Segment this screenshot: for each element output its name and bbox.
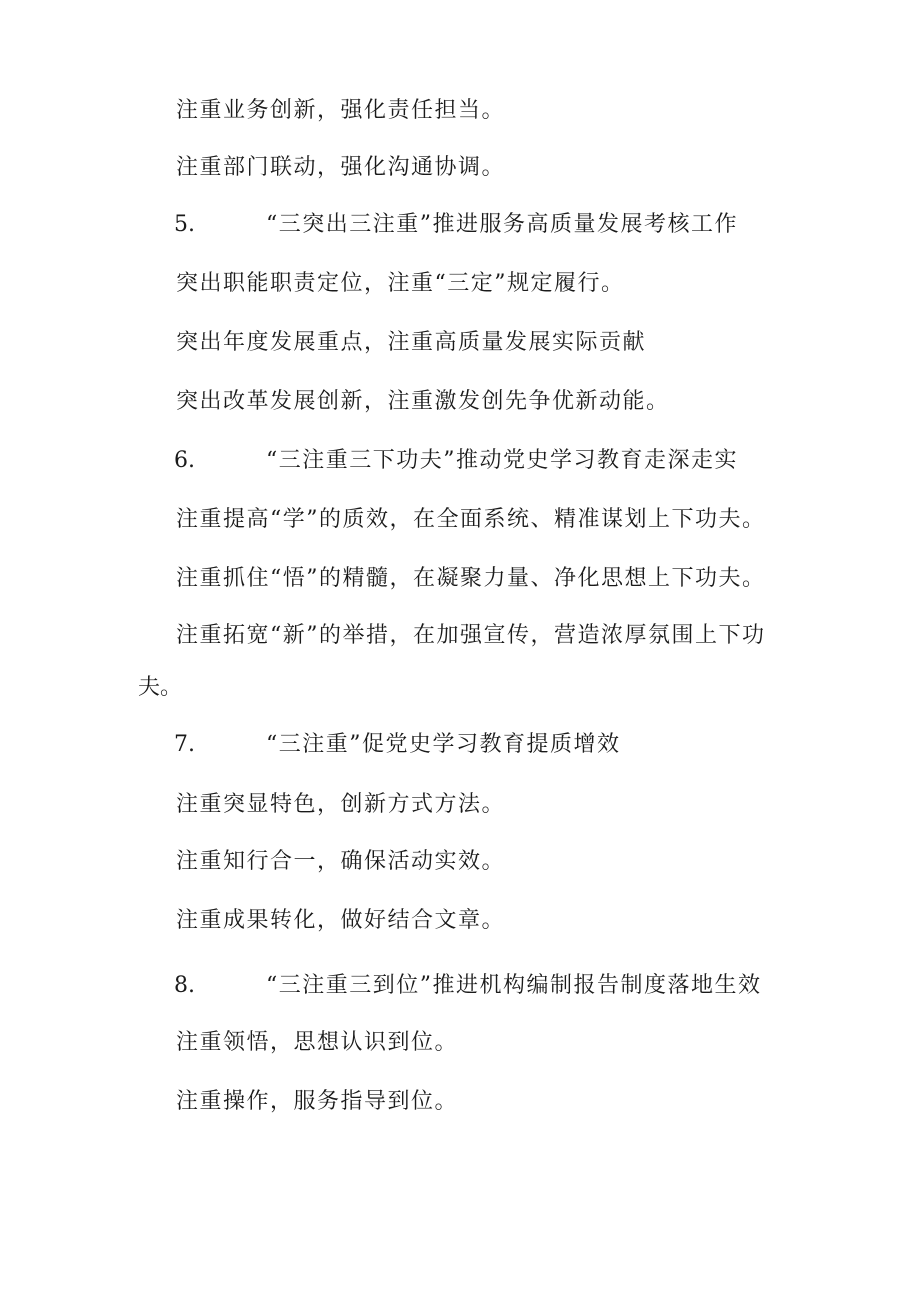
- paragraph: 注重领悟，思想认识到位。: [176, 1030, 459, 1055]
- paragraph: 注重知行合一，确保活动实效。: [176, 849, 506, 874]
- paragraph: 突出职能职责定位，注重“三定”规定履行。: [176, 271, 625, 296]
- paragraph: 注重操作，服务指导到位。: [176, 1089, 459, 1114]
- section-title: “三突出三注重”推进服务高质量发展考核工作: [266, 212, 738, 237]
- section-number: 8.: [174, 973, 195, 998]
- paragraph: 突出改革发展创新，注重激发创先争优新动能。: [176, 389, 670, 414]
- paragraph: 注重成果转化，做好结合文章。: [176, 908, 506, 933]
- paragraph: 突出年度发展重点，注重高质量发展实际贡献: [176, 330, 647, 355]
- paragraph: 注重拓宽“新”的举措，在加强宣传，营造浓厚氛围上下功: [176, 623, 766, 648]
- section-heading-8: [174, 971, 762, 1001]
- section-heading-7: [174, 730, 621, 760]
- section-heading-6: [174, 446, 738, 476]
- paragraph: 注重抓住“悟”的精髓，在凝聚力量、净化思想上下功夫。: [176, 566, 766, 591]
- section-number: 6.: [174, 448, 195, 473]
- section-heading-5: [174, 210, 738, 240]
- section-title: “三注重三下功夫”推动党史学习教育走深走实: [266, 448, 738, 473]
- paragraph-continuation: 夫。: [138, 675, 183, 700]
- section-number: 5.: [174, 212, 195, 237]
- section-title: “三注重”促党史学习教育提质增效: [266, 732, 621, 757]
- paragraph: 注重提高“学”的质效，在全面系统、精准谋划上下功夫。: [176, 507, 766, 532]
- paragraph: 注重业务创新，强化责任担当。: [176, 98, 506, 123]
- paragraph: 注重部门联动，强化沟通协调。: [176, 155, 506, 180]
- section-number: 7.: [174, 732, 195, 757]
- paragraph: 注重突显特色，创新方式方法。: [176, 792, 506, 817]
- section-title: “三注重三到位”推进机构编制报告制度落地生效: [266, 973, 762, 998]
